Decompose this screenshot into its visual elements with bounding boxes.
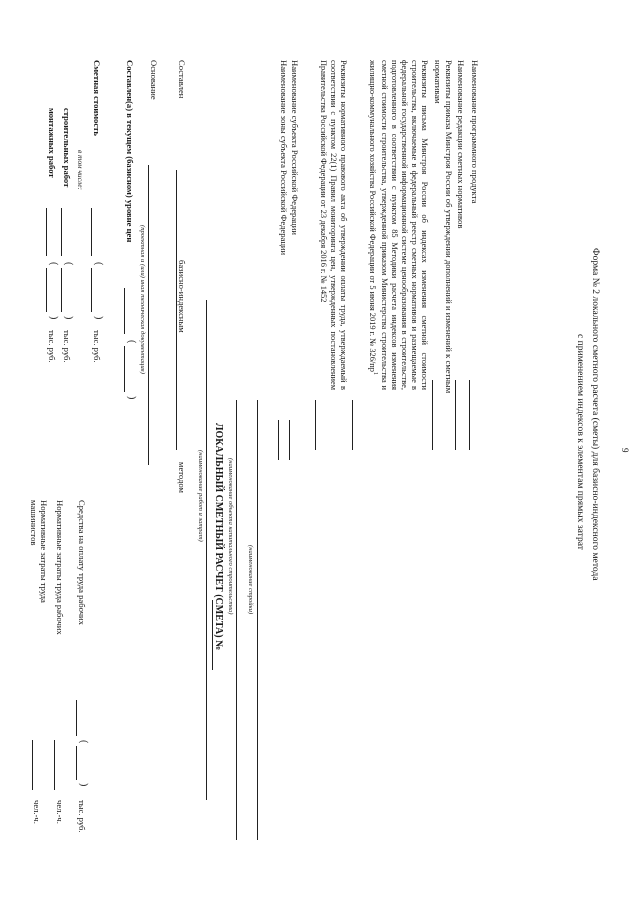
construction-unit: тыс. руб.: [62, 330, 72, 363]
editions-line: [455, 380, 456, 450]
price-level-line: [124, 288, 125, 334]
subject-label: Наименование субъекта Российской Федерации: [290, 60, 300, 235]
document-title: ЛОКАЛЬНЫЙ СМЕТНЫЙ РАСЧЕТ (СМЕТА) №: [213, 423, 224, 651]
construction-base-line: [61, 268, 62, 312]
cost-base-line: [91, 268, 92, 312]
construction-current-line: [61, 208, 62, 256]
works-line: [206, 300, 207, 800]
labor-workers-label: Нормативные затраты труда рабочих: [55, 500, 65, 635]
basis-line: [148, 165, 149, 465]
letter-line: [352, 400, 353, 450]
cost-bracket-open: (: [93, 262, 104, 266]
form-title-line2: с применением индексов к элементам прямых затрат: [575, 334, 586, 550]
construction-caption: (наименование стройки): [247, 545, 254, 615]
method-line: [176, 170, 177, 450]
program-product-label: Наименование программного продукта: [470, 60, 480, 204]
object-line: [236, 400, 237, 840]
price-level-bracket-close: ): [126, 396, 137, 400]
wage-fund-base-line: [76, 746, 77, 780]
wage-fund-bracket-close: ): [78, 783, 89, 787]
construction-bracket-open: (: [63, 262, 74, 266]
zone-line: [278, 420, 279, 460]
page-number: 9: [620, 448, 630, 453]
installation-label: монтажных работ: [47, 108, 57, 178]
price-level-base-line: [124, 346, 125, 392]
normative-paragraph: Реквизиты нормативного правового акта об утверждении оплаты труда, утверждаемый в соответствии с пунктом 22(1) Правил мониторинга цен, утвержденных постановлением Правительства Российской Федерации от 23 декабря 2016 г. № 1452: [319, 60, 348, 390]
installation-bracket-close: ): [48, 316, 59, 320]
installation-bracket-open: (: [48, 262, 59, 266]
method-value: базисно-индексным: [177, 260, 187, 333]
document-number-line: [212, 600, 213, 670]
wage-fund-bracket-open: (: [78, 740, 89, 744]
cost-unit: тыс. руб.: [92, 330, 102, 363]
cost-label: Сметная стоимость: [92, 60, 102, 136]
form-title-line1: Форма № 2 локального сметного расчета (сметы) для базисно-индексного метода: [590, 248, 601, 581]
order-label-line2: нормативам: [433, 60, 443, 104]
price-level-label: Составлен(а) в текущем (базисном) уровне цен: [125, 60, 135, 243]
order-label-line1: Реквизиты приказа Минстроя России об утверждении дополнений и изменений к сметным: [444, 60, 454, 394]
installation-unit: тыс. руб.: [47, 330, 57, 363]
object-caption: (наименование объекта капитального строительства): [227, 458, 234, 615]
editions-label: Наименование редакции сметных нормативов: [456, 60, 466, 229]
construction-line: [257, 400, 258, 840]
installation-current-line: [46, 208, 47, 256]
basis-label: Основание: [149, 60, 159, 100]
including-label: в том числе:: [76, 150, 85, 191]
cost-current-line: [91, 208, 92, 256]
cost-bracket-close: ): [93, 316, 104, 320]
program-product-line: [469, 380, 470, 450]
wage-fund-label: Средства на оплату труда рабочих: [77, 500, 87, 625]
order-line: [432, 380, 433, 450]
zone-label: Наименование зоны субъекта Российской Федерации: [279, 60, 289, 256]
normative-line: [315, 400, 316, 450]
labor-machinists-unit: чел.-ч.: [32, 800, 42, 824]
construction-bracket-close: ): [63, 316, 74, 320]
wage-fund-current-line: [76, 700, 77, 736]
labor-machinists-line: [32, 740, 33, 790]
basis-caption: (проектная и (или) иная техническая документация): [139, 225, 146, 374]
labor-machinists-label-line1: Нормативные затраты труда: [39, 500, 49, 603]
labor-workers-line: [54, 740, 55, 790]
letter-paragraph: Реквизиты письма Минстроя России об индексах изменения сметной стоимости строительства, включаемые в федеральный реестр сметных нормативов и размещаемые в федеральной государственной информационной системе ценообразования в строительстве, подготовленного в соответствии с пунктом 85 Методики расчета индексов изменения сметной стоимости строительства, утвержденной приказом Министерства строительства и жилищно-коммунального хозяйства Российской Федерации от 5 июня 2019 г. № $326/пр^1$: [368, 60, 429, 390]
installation-base-line: [46, 268, 47, 312]
works-caption: (наименование работ и затрат): [197, 450, 204, 542]
labor-machinists-label-line2: машинистов: [29, 500, 39, 546]
method-unit: методом: [177, 462, 187, 493]
labor-workers-unit: чел.-ч.: [55, 800, 65, 824]
wage-fund-unit: тыс. руб.: [77, 800, 87, 833]
price-level-bracket-open: (: [126, 340, 137, 344]
construction-label: строительных работ: [62, 108, 72, 188]
subject-line: [289, 420, 290, 460]
method-label: Составлен: [177, 60, 187, 99]
